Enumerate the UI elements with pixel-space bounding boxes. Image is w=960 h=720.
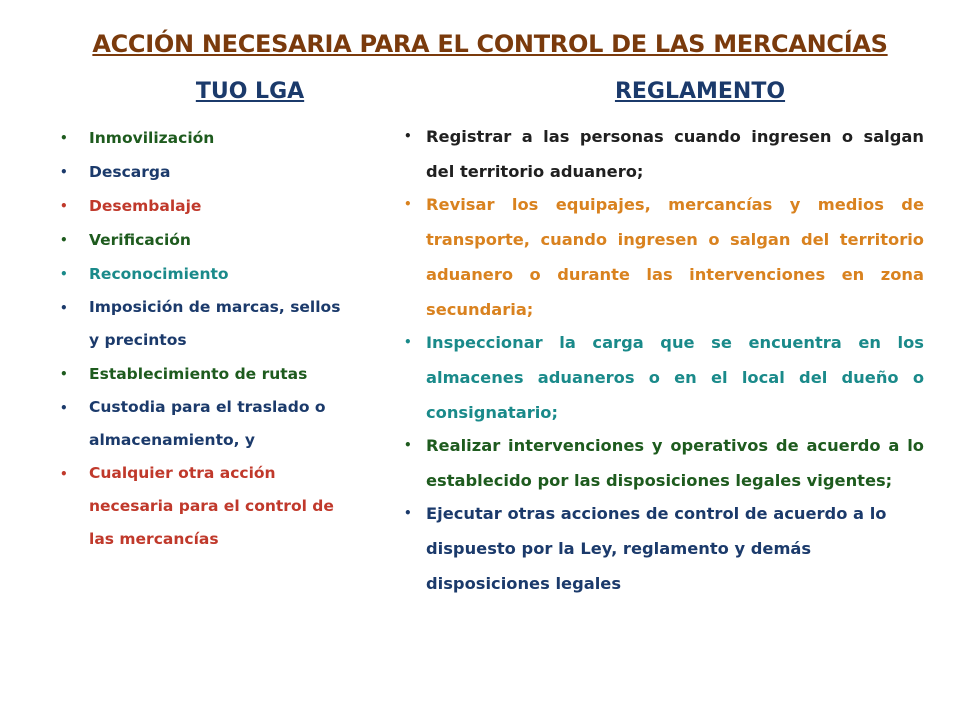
bullet-icon: •	[404, 506, 412, 520]
list-item-text: Ejecutar otras acciones de control de acuerdo a lo dispuesto por la Ley, reglamento y demás disposiciones legales	[426, 504, 887, 593]
list-item	[404, 119, 924, 189]
list-item-text: Descarga	[89, 163, 171, 181]
tuo-lga-heading: TUO LGA	[195, 79, 305, 104]
list-item-text: Inspeccionar la carga que se encuentra en los almacenes aduaneros o en el local del dueño o consignatario;	[426, 333, 924, 422]
list-item-text: Cualquier otra acción necesaria para el control de las mercancías	[89, 464, 334, 548]
list-item	[404, 496, 921, 601]
list-item-text: Desembalaje	[89, 197, 202, 215]
list-item-text: Reconocimiento	[89, 265, 229, 283]
tuo-lga-list	[60, 121, 360, 556]
reglamento-heading: REGLAMENTO	[614, 79, 786, 104]
bullet-icon: •	[404, 438, 412, 452]
list-item	[60, 155, 360, 189]
list-item	[404, 187, 924, 327]
list-item	[60, 457, 364, 556]
bullet-icon: •	[60, 131, 68, 145]
reglamento-list	[404, 119, 924, 601]
list-item-text: Inmovilización	[89, 129, 215, 147]
list-item	[60, 291, 344, 357]
list-item	[60, 391, 364, 457]
list-item-text: Imposición de marcas, sellos y precintos	[89, 298, 341, 349]
list-item-text: Realizar intervenciones y operativos de acuerdo a lo establecido por las disposiciones legales vigentes;	[426, 436, 924, 490]
list-item	[60, 257, 360, 291]
list-item-text: Custodia para el traslado o almacenamiento, y	[89, 398, 326, 449]
bullet-icon: •	[404, 129, 412, 143]
bullet-icon: •	[60, 467, 68, 481]
list-item-text: Verificación	[89, 231, 191, 249]
list-item	[404, 325, 924, 430]
slide-title: ACCIÓN NECESARIA PARA EL CONTROL DE LAS MERCANCÍAS	[92, 30, 888, 58]
bullet-icon: •	[404, 335, 412, 349]
list-item	[60, 357, 360, 391]
list-item	[60, 189, 360, 223]
list-item	[404, 428, 924, 498]
bullet-icon: •	[60, 401, 68, 415]
bullet-icon: •	[60, 367, 68, 381]
bullet-icon: •	[60, 267, 68, 281]
list-item-text: Revisar los equipajes, mercancías y medios de transporte, cuando ingresen o salgan del territorio aduanero o durante las intervenciones en zona secundaria;	[426, 195, 924, 319]
list-item-text: Establecimiento de rutas	[89, 365, 308, 383]
bullet-icon: •	[60, 233, 68, 247]
list-item	[60, 223, 360, 257]
list-item-text: Registrar a las personas cuando ingresen o salgan del territorio aduanero;	[426, 127, 924, 181]
bullet-icon: •	[60, 165, 68, 179]
bullet-icon: •	[60, 301, 68, 315]
list-item	[60, 121, 360, 155]
bullet-icon: •	[60, 199, 68, 213]
bullet-icon: •	[404, 197, 412, 211]
